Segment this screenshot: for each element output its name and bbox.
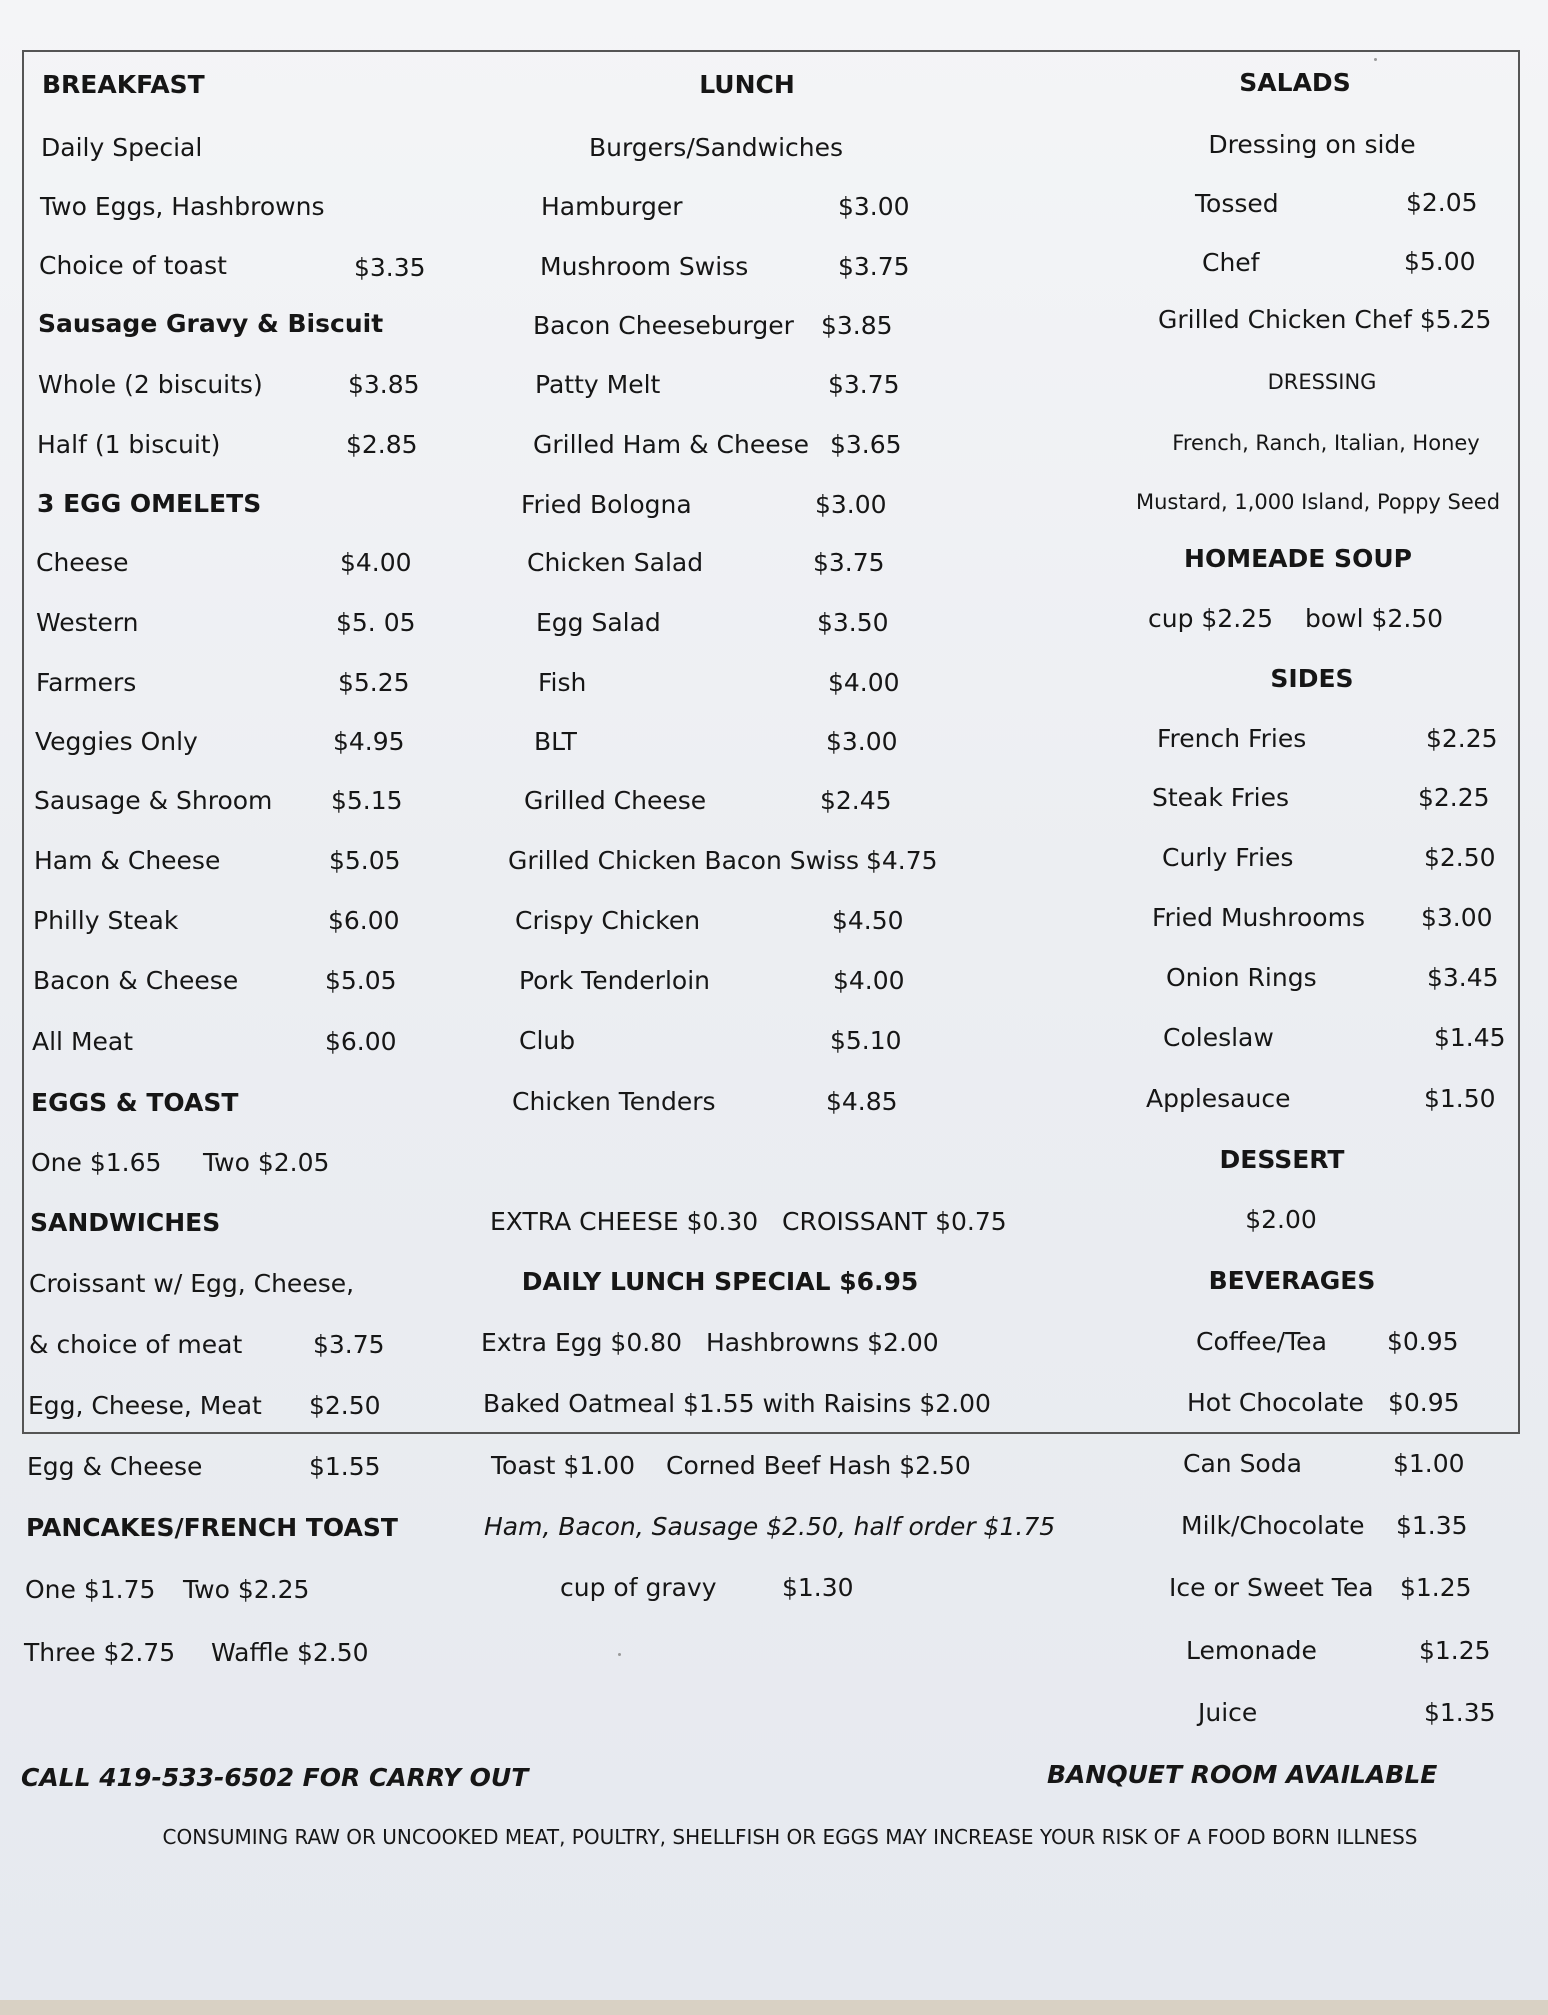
food-safety-warning: CONSUMING RAW OR UNCOOKED MEAT, POULTRY, SHELLFISH OR EGGS MAY INCREASE YOUR RISK OF A FOOD BORN ILLNESS — [162, 1825, 1418, 1849]
dessert-price: $2.00 — [1245, 1205, 1317, 1234]
menu-item-name: Patty Melt — [535, 370, 661, 399]
special-line: Two Eggs, Hashbrowns — [40, 192, 325, 221]
menu-item-price: $4.95 — [333, 727, 405, 756]
menu-item-name: Sausage & Shroom — [34, 786, 273, 815]
croissant-extra: CROISSANT $0.75 — [782, 1207, 1007, 1236]
menu-item-name: Mushroom Swiss — [540, 252, 749, 281]
menu-item-name: Western — [36, 608, 139, 637]
menu-item-price: $3.85 — [348, 370, 420, 399]
menu-item-name: Coffee/Tea — [1196, 1327, 1327, 1356]
menu-item-name: Philly Steak — [33, 906, 179, 935]
menu-item-price: $2.50 — [309, 1391, 381, 1420]
waffle: Waffle $2.50 — [211, 1638, 369, 1667]
menu-item-price: $1.35 — [1396, 1511, 1468, 1540]
toast-side: Toast $1.00 — [491, 1451, 635, 1480]
menu-item-name: Pork Tenderloin — [519, 966, 710, 995]
menu-item-price: $4.50 — [832, 906, 904, 935]
menu-item-price: $3.00 — [826, 727, 898, 756]
menu-item-price: $5.10 — [830, 1026, 902, 1055]
baked-oatmeal: Baked Oatmeal $1.55 with Raisins $2.00 — [483, 1389, 991, 1418]
salads-heading: SALADS — [1239, 68, 1351, 97]
menu-item-name: Hot Chocolate — [1187, 1388, 1364, 1417]
toast-price: $3.35 — [354, 253, 426, 282]
eggs-one: One $1.65 — [31, 1148, 162, 1177]
grilled-chicken-chef: Grilled Chicken Chef $5.25 — [1158, 305, 1492, 334]
menu-item-name: BLT — [534, 727, 577, 756]
menu-item-price: $3.45 — [1427, 963, 1499, 992]
soup-bowl: bowl $2.50 — [1305, 604, 1444, 633]
menu-item-price: $5.05 — [325, 966, 397, 995]
menu-item-name: French Fries — [1157, 724, 1307, 753]
menu-item-name: Can Soda — [1183, 1449, 1302, 1478]
dressing-line-2: Mustard, 1,000 Island, Poppy Seed — [1135, 490, 1501, 514]
menu-item-price: $1.25 — [1419, 1636, 1491, 1665]
beverages-heading: BEVERAGES — [1208, 1266, 1376, 1295]
menu-item-price: $4.75 — [866, 846, 938, 875]
menu-item-price: $3.00 — [838, 192, 910, 221]
croissant-line-2: & choice of meat — [29, 1330, 243, 1359]
gravy-heading: Sausage Gravy & Biscuit — [38, 309, 384, 338]
menu-item-name: Chicken Salad — [527, 548, 704, 577]
menu-item-price: $0.95 — [1388, 1388, 1460, 1417]
dessert-heading: DESSERT — [1219, 1145, 1345, 1174]
menu-item-price: $3.85 — [821, 311, 893, 340]
pancake-two: Two $2.25 — [183, 1575, 310, 1604]
menu-item-price: $2.50 — [1424, 843, 1496, 872]
menu-item-name: All Meat — [32, 1027, 134, 1056]
menu-item-name: Steak Fries — [1152, 783, 1289, 812]
menu-item-price: $5.05 — [329, 846, 401, 875]
paper-speck — [1374, 58, 1377, 61]
menu-item-price: $4.00 — [828, 668, 900, 697]
breakfast-heading: BREAKFAST — [42, 70, 205, 99]
menu-item-price: $4.00 — [340, 548, 412, 577]
menu-item-name: Cheese — [36, 548, 129, 577]
menu-item-price: $4.00 — [833, 966, 905, 995]
menu-item-name: Ice or Sweet Tea — [1169, 1573, 1374, 1602]
menu-item-price: $1.45 — [1434, 1023, 1506, 1052]
menu-item-name: Chicken Tenders — [512, 1087, 716, 1116]
menu-item-name: Fried Mushrooms — [1152, 903, 1365, 932]
soup-cup: cup $2.25 — [1148, 604, 1273, 633]
soup-heading: HOMEADE SOUP — [1184, 544, 1412, 573]
menu-item-price: $3.75 — [838, 252, 910, 281]
menu-item-name: Grilled Chicken Bacon Swiss — [508, 846, 860, 875]
menu-item-price: $2.25 — [1426, 724, 1498, 753]
menu-item-price: $5.25 — [338, 668, 410, 697]
menu-item-price: $3.75 — [828, 370, 900, 399]
menu-item-name: Bacon Cheeseburger — [533, 311, 794, 340]
paper-speck — [618, 1653, 621, 1656]
menu-item-name: Farmers — [36, 668, 137, 697]
menu-item-price: $1.25 — [1400, 1573, 1472, 1602]
menu-item-price: $2.05 — [1406, 188, 1478, 217]
menu-item-name: Curly Fries — [1162, 843, 1294, 872]
croissant-line-1: Croissant w/ Egg, Cheese, — [29, 1269, 355, 1298]
corned-beef-hash: Corned Beef Hash $2.50 — [666, 1451, 971, 1480]
pancake-three: Three $2.75 — [24, 1638, 176, 1667]
menu-item-name: Juice — [1198, 1698, 1258, 1727]
menu-item-price: $5. 05 — [336, 608, 416, 637]
croissant-price: $3.75 — [313, 1330, 385, 1359]
dressing-note: Dressing on side — [1208, 130, 1416, 159]
menu-item-price: $3.50 — [817, 608, 889, 637]
extra-cheese: EXTRA CHEESE $0.30 — [490, 1207, 759, 1236]
menu-item-name: Lemonade — [1186, 1636, 1317, 1665]
menu-item-price: $1.55 — [309, 1452, 381, 1481]
dressing-line-1: French, Ranch, Italian, Honey — [1172, 431, 1480, 455]
menu-item-price: $6.00 — [325, 1027, 397, 1056]
menu-item-name: Egg & Cheese — [27, 1452, 203, 1481]
menu-item-name: Onion Rings — [1166, 963, 1317, 992]
menu-item-name: Club — [519, 1026, 576, 1055]
menu-item-price: $1.35 — [1424, 1698, 1496, 1727]
menu-item-price: $1.00 — [1393, 1449, 1465, 1478]
pancake-one: One $1.75 — [25, 1575, 156, 1604]
menu-item-price: $2.45 — [820, 786, 892, 815]
banquet-room: BANQUET ROOM AVAILABLE — [1047, 1760, 1438, 1789]
menu-item-name: Bacon & Cheese — [33, 966, 239, 995]
menu-item-name: Grilled Cheese — [524, 786, 707, 815]
carry-out-phone: CALL 419-533-6502 FOR CARRY OUT — [21, 1763, 529, 1792]
toast-label: Choice of toast — [39, 251, 227, 280]
menu-item-name: Chef — [1202, 248, 1260, 277]
eggs-toast-heading: EGGS & TOAST — [31, 1088, 239, 1117]
hashbrowns: Hashbrowns $2.00 — [706, 1328, 939, 1357]
menu-item-name: Half (1 biscuit) — [37, 430, 221, 459]
menu-item-price: $3.00 — [1421, 903, 1493, 932]
menu-item-price: $3.00 — [815, 490, 887, 519]
lunch-heading: LUNCH — [699, 70, 795, 99]
menu-item-name: Tossed — [1195, 189, 1279, 218]
sides-heading: SIDES — [1270, 664, 1354, 693]
menu-item-price: $0.95 — [1387, 1327, 1459, 1356]
menu-item-name: Whole (2 biscuits) — [38, 370, 263, 399]
extra-egg: Extra Egg $0.80 — [481, 1328, 682, 1357]
menu-item-name: Coleslaw — [1163, 1023, 1274, 1052]
menu-item-name: Milk/Chocolate — [1181, 1511, 1365, 1540]
lunch-subheading: Burgers/Sandwiches — [588, 133, 844, 162]
meat-sides: Ham, Bacon, Sausage $2.50, half order $1.75 — [484, 1512, 1056, 1541]
menu-item-price: $1.50 — [1424, 1084, 1496, 1113]
sandwiches-heading: SANDWICHES — [30, 1208, 221, 1237]
menu-item-name: Egg Salad — [536, 608, 661, 637]
menu-item-price: $4.85 — [826, 1087, 898, 1116]
daily-special-label: Daily Special — [41, 133, 203, 162]
menu-item-price: $6.00 — [328, 906, 400, 935]
omelets-heading: 3 EGG OMELETS — [37, 489, 262, 518]
gravy-label: cup of gravy — [560, 1573, 717, 1602]
pancakes-heading: PANCAKES/FRENCH TOAST — [26, 1513, 398, 1542]
menu-item-price: $2.25 — [1418, 783, 1490, 812]
menu-item-name: Fish — [538, 668, 587, 697]
menu-item-price: $2.85 — [346, 430, 418, 459]
menu-item-name: Grilled Ham & Cheese — [533, 430, 810, 459]
gravy-price: $1.30 — [782, 1573, 854, 1602]
daily-lunch-special: DAILY LUNCH SPECIAL $6.95 — [521, 1267, 919, 1296]
eggs-two: Two $2.05 — [203, 1148, 330, 1177]
menu-item-name: Veggies Only — [35, 727, 198, 756]
menu-item-name: Ham & Cheese — [34, 846, 221, 875]
menu-item-price: $3.75 — [813, 548, 885, 577]
menu-item-name: Egg, Cheese, Meat — [28, 1391, 262, 1420]
dressing-heading: DRESSING — [1267, 370, 1377, 394]
menu-item-name: Fried Bologna — [521, 490, 692, 519]
menu-item-price: $3.65 — [830, 430, 902, 459]
menu-item-price: $5.00 — [1404, 247, 1476, 276]
menu-item-name: Applesauce — [1146, 1084, 1291, 1113]
menu-item-price: $5.15 — [331, 786, 403, 815]
menu-item-name: Crispy Chicken — [515, 906, 701, 935]
menu-item-name: Hamburger — [541, 192, 683, 221]
